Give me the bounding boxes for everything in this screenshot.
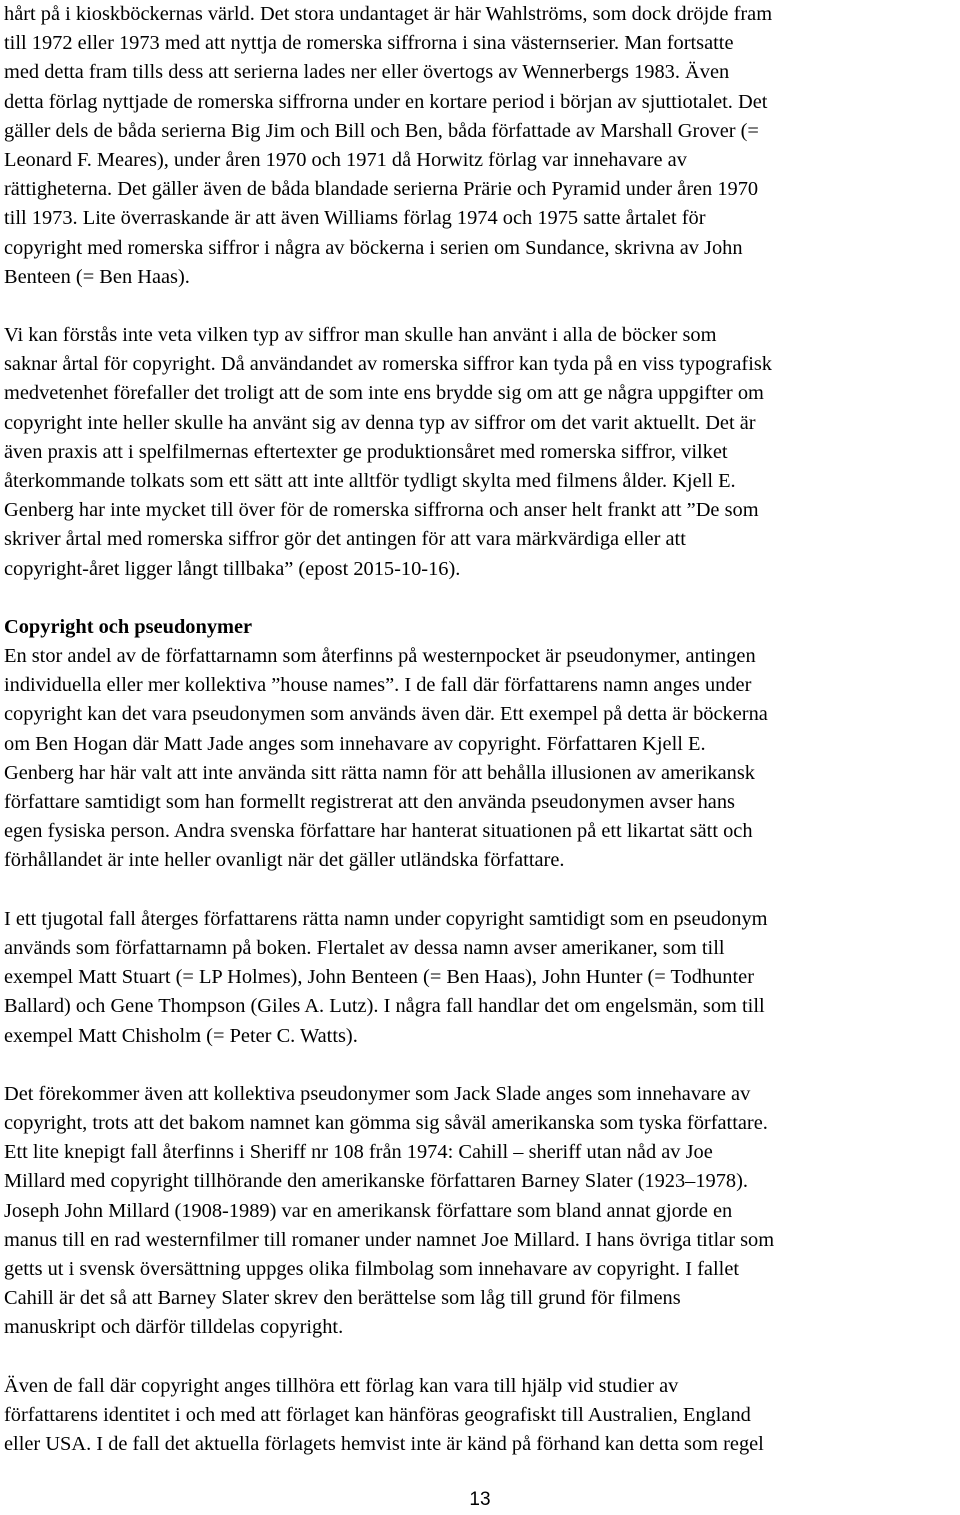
text-line: En stor andel av de författarnamn som återfinns på westernpocket är pseudonymer, antingen [4,645,756,668]
paragraph [4,0,957,292]
text-line: Ett lite knepigt fall återfinns i Sheriff nr 108 från 1974: Cahill – sheriff utan nåd av Joe [4,1141,713,1164]
text-line: copyright med romerska siffror i några av böckerna i serien om Sundance, skrivna av John [4,236,743,259]
text-line: getts ut i svensk översättning uppges olika filmbolag som innehavare av copyright. I fallet [4,1257,740,1280]
text-line: Millard med copyright tillhörande den amerikanske författaren Barney Slater (1923–1978). [4,1170,749,1193]
text-line: copyright kan det vara pseudonymen som används även där. Ett exempel på detta är böckerna [4,703,768,726]
paragraph-spacer [4,1343,957,1372]
text-line: exempel Matt Stuart (= LP Holmes), John Benteen (= Ben Haas), John Hunter (= Todhunter [4,966,754,989]
paragraph [4,321,957,584]
text-line: individuella eller mer kollektiva ”house names”. I de fall där författarens namn anges under [4,674,752,697]
text-line: medvetenhet förefaller det troligt att de som inte ens brydde sig om att ge några uppgifter om [4,382,764,405]
page-number: 13 [469,1489,491,1510]
text-line: Även de fall där copyright anges tillhöra ett förlag kan vara till hjälp vid studier av [4,1374,679,1397]
text-line: hårt på i kioskböckernas värld. Det stora undantaget är här Wahlströms, som dock dröjde fram [4,3,773,25]
text-line: saknar årtal för copyright. Då användandet av romerska siffror kan tyda på en viss typografisk [4,353,772,376]
text-line: Vi kan förstås inte veta vilken typ av siffror man skulle han använt i alla de böcker som [4,324,717,347]
text-line: Ballard) och Gene Thompson (Giles A. Lutz). I några fall handlar det om engelsmän, som till [4,995,765,1018]
text-line: författare samtidigt som han formellt registrerat att den använda pseudonymen avser hans [4,791,735,814]
text-line: egen fysiska person. Andra svenska författare har hanterat situationen på ett likartat sätt och [4,820,753,843]
paragraph [4,613,957,876]
text-line: I ett tjugotal fall återges författarens rätta namn under copyright samtidigt som en pseudonym [4,907,768,930]
text-line: Benteen (= Ben Haas). [4,265,190,288]
text-line: detta förlag nyttjade de romerska siffrorna under en kortare period i början av sjuttiotalet. Det [4,90,768,113]
text-line: copyright inte heller skulle ha använt sig av denna typ av siffror om det varit aktuellt. Det är [4,411,756,434]
text-line: till 1972 eller 1973 med att nyttja de romerska siffrorna i sina västernserier. Man fortsatte [4,32,734,55]
text-line: Cahill är det så att Barney Slater skrev den berättelse som låg till grund för filmens [4,1287,681,1310]
text-line: används som författarnamn på boken. Flertalet av dessa namn avser amerikaner, som till [4,936,725,959]
text-line: manuskript och därför tilldelas copyright. [4,1316,344,1339]
text-line: Det förekommer även att kollektiva pseudonymer som Jack Slade anges som innehavare av [4,1082,751,1105]
text-line: författarens identitet i och med att förlaget kan hänföras geografiskt till Australien, England [4,1403,751,1426]
document-page [4,0,957,1459]
text-line: Joseph John Millard (1908-1989) var en amerikansk författare som bland annat gjorde en [4,1199,733,1222]
paragraph-spacer [4,292,957,321]
section-heading: Copyright och pseudonymer [4,615,253,638]
paragraph-spacer [4,876,957,905]
text-line: om Ben Hogan där Matt Jade anges som innehavare av copyright. Författaren Kjell E. [4,732,706,755]
text-line: rättigheterna. Det gäller även de båda blandade serierna Prärie och Pyramid under åren 1970 [4,178,759,201]
text-line: återkommande tolkats som ett sätt att inte alltför tydligt skylta med filmens ålder. Kjell E. [4,470,736,493]
text-line: även praxis att i spelfilmernas eftertexter ge produktionsåret med romerska siffror, vilket [4,440,728,463]
text-line: med detta fram tills dess att serierna lades ner eller övertogs av Wennerbergs 1983. Även [4,61,730,84]
paragraph [4,905,957,1051]
text-line: till 1973. Lite överraskande är att även Williams förlag 1974 och 1975 satte årtalet för [4,207,706,230]
paragraph [4,1080,957,1343]
text-line: copyright-året ligger långt tillbaka” (epost 2015-10-16). [4,557,461,580]
text-line: förhållandet är inte heller ovanligt när det gäller utländska författare. [4,849,565,872]
paragraph-spacer [4,584,957,613]
text-line: exempel Matt Chisholm (= Peter C. Watts). [4,1024,358,1047]
text-line: Leonard F. Meares), under åren 1970 och 1971 då Horwitz förlag var innehavare av [4,149,687,172]
text-line: Genberg har inte mycket till över för de romerska siffrorna och anser helt frankt att ”De som [4,499,759,522]
text-line: gäller dels de båda serierna Big Jim och Bill och Ben, båda författade av Marshall Grover (= [4,119,759,142]
paragraph [4,1372,957,1460]
text-line: manus till en rad westernfilmer till romaner under namnet Joe Millard. I hans övriga titlar som [4,1228,775,1251]
text-line: skriver årtal med romerska siffror gör det antingen för att vara märkvärdiga eller att [4,528,686,551]
text-line: eller USA. I de fall det aktuella förlagets hemvist inte är känd på förhand kan detta som regel [4,1432,764,1455]
text-line: Genberg har här valt att inte använda sitt rätta namn för att behålla illusionen av amerikansk [4,761,755,784]
paragraph-spacer [4,1051,957,1080]
text-line: copyright, trots att det bakom namnet kan gömma sig såväl amerikanska som tyska författare. [4,1111,768,1134]
